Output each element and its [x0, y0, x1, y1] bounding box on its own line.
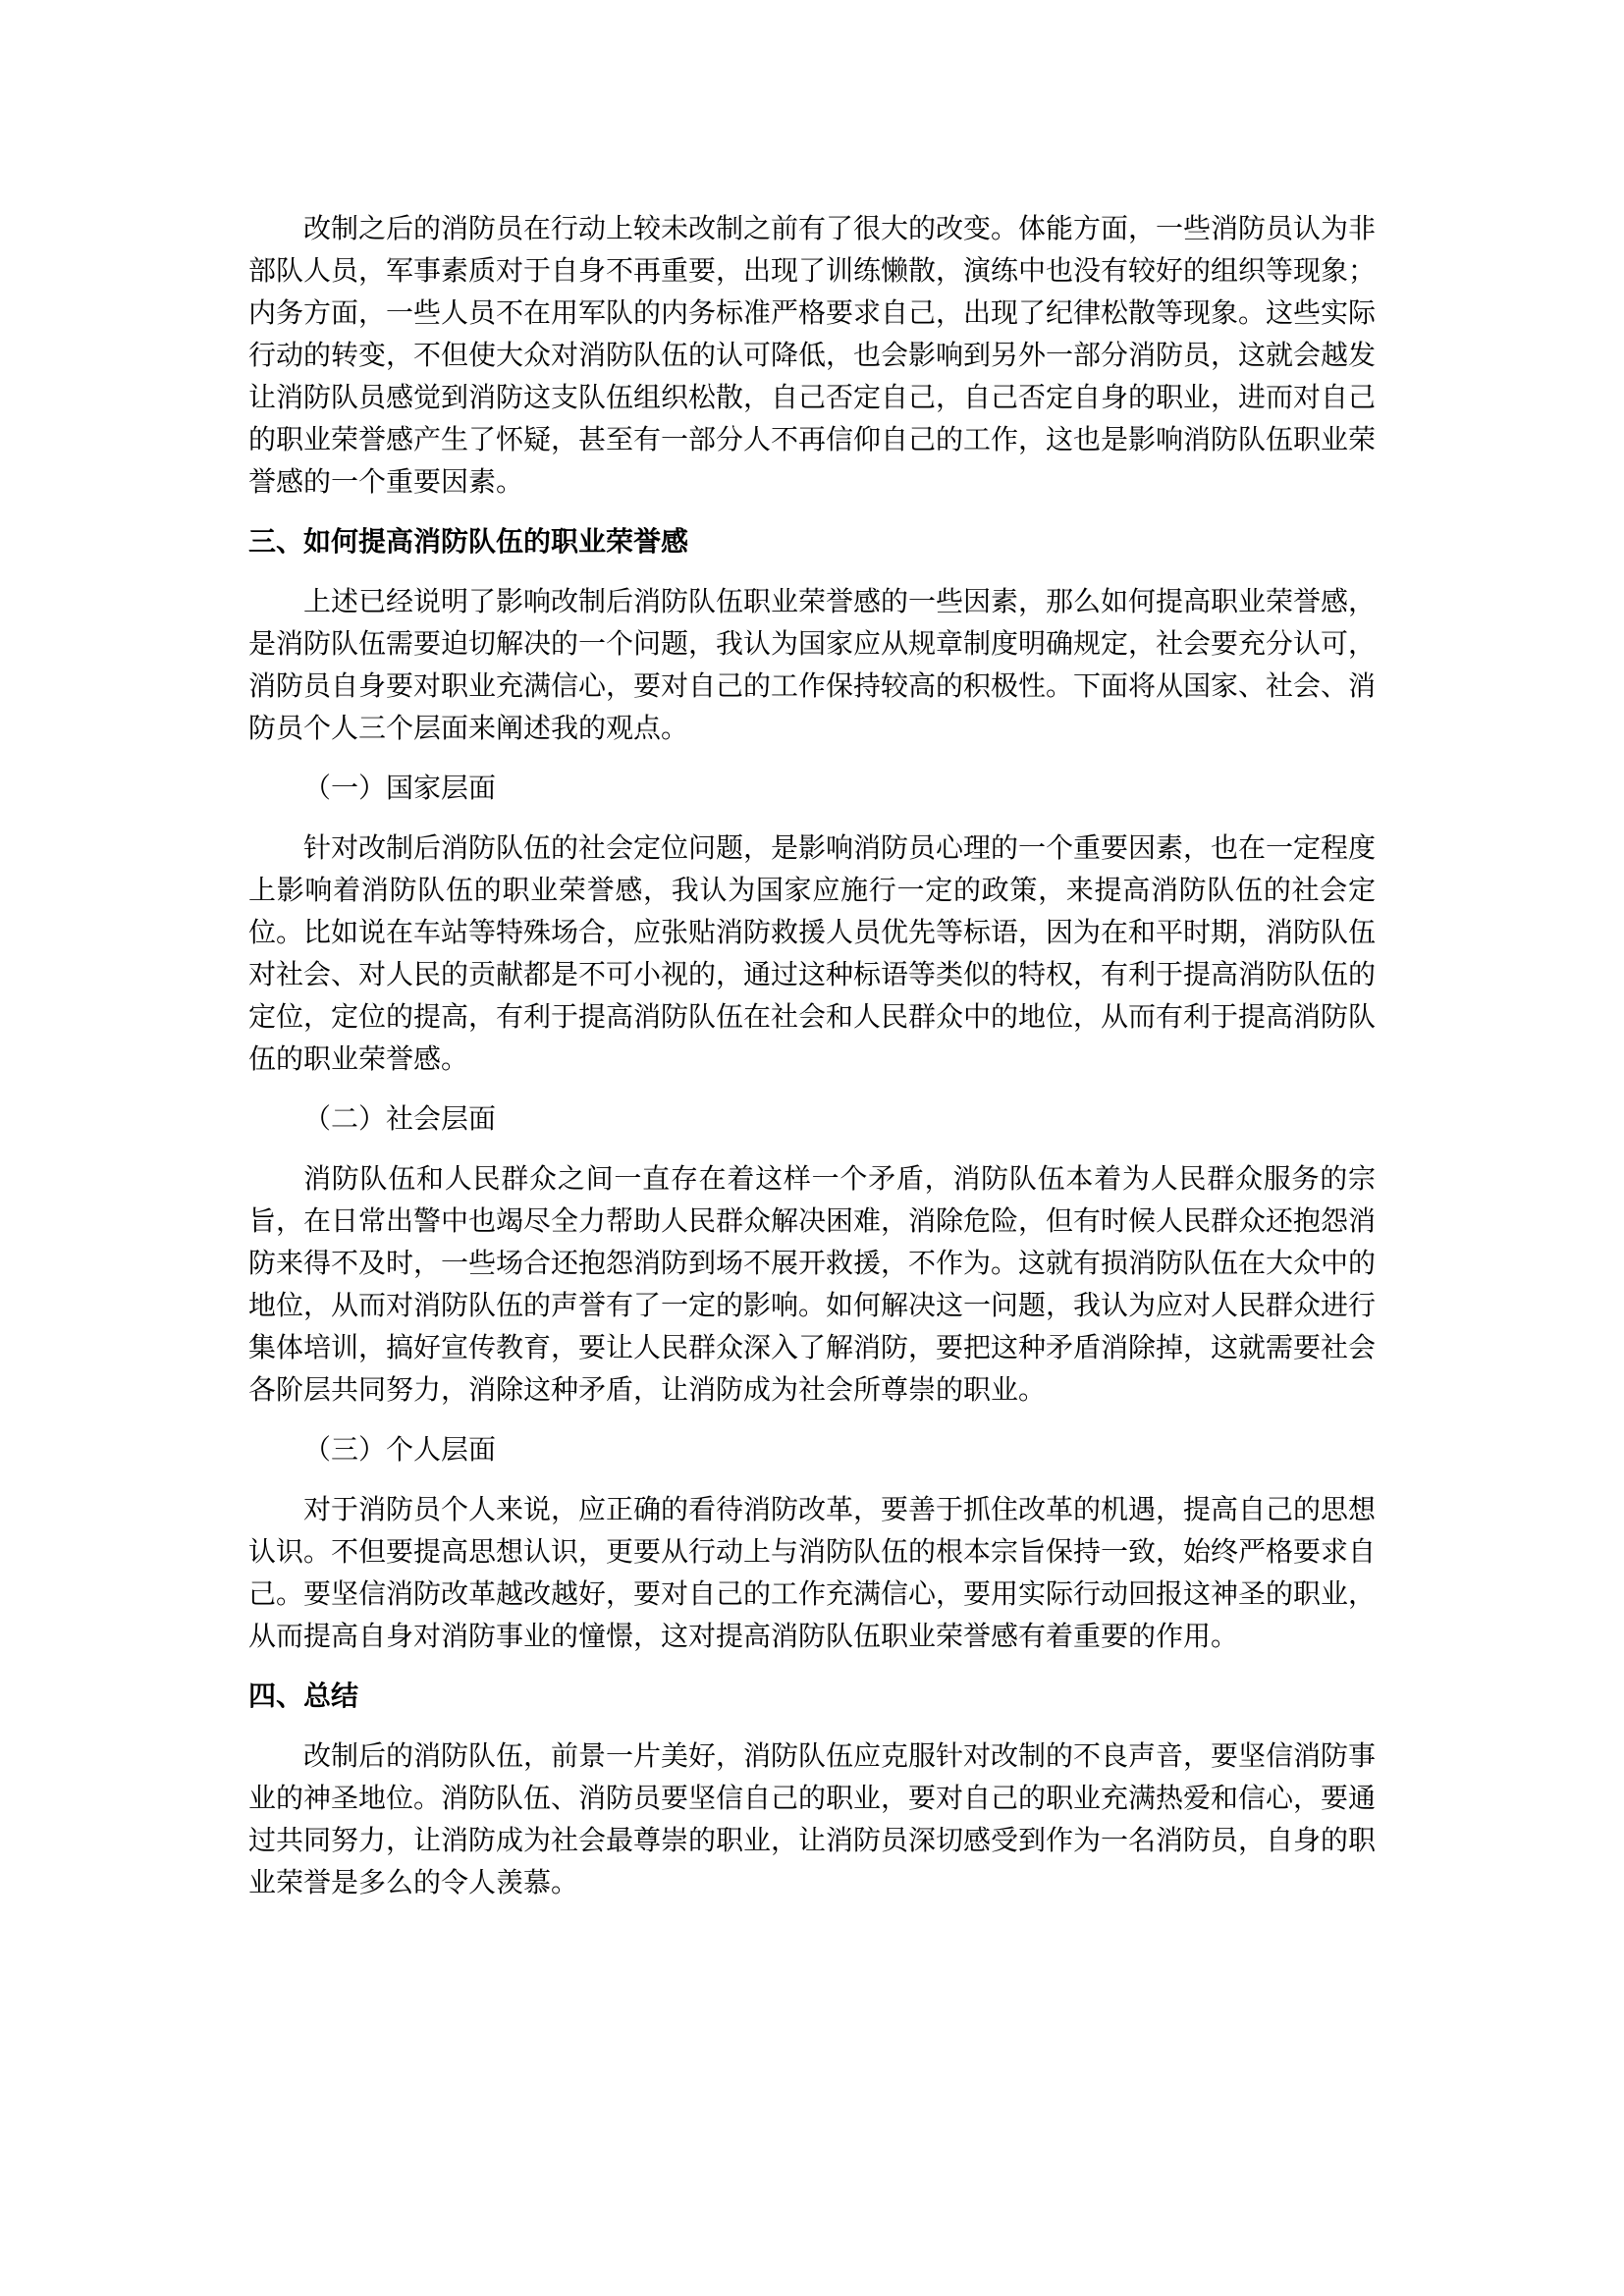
subheading-3-personal-level: （三）个人层面 [303, 1435, 497, 1466]
paragraph-national-level: 针对改制后消防队伍的社会定位问题，是影响消防员心理的一个重要因素，也在一定程度上影响着消防队伍的职业荣誉感，我认为国家应施行一定的政策，来提高消防队伍的社会定位。比如说在车站等特殊场合，应张贴消防救援人员优先等标语，因为在和平时期，消防队伍对社会、对人民的贡献都是不可小视的，通过这种标语等类似的特权，有利于提高消防队伍的定位，定位的提高，有利于提高消防队伍在社会和人民群众中的地位，从而有利于提高消防队伍的职业荣誉感。 [248, 833, 1377, 1075]
section-heading-4-summary: 四、总结 [248, 1682, 359, 1712]
paragraph-reform-behavior-change: 改制之后的消防员在行动上较未改制之前有了很大的改变。体能方面，一些消防员认为非部队人员，军事素质对于自身不再重要，出现了训练懒散，演练中也没有较好的组织等现象；内务方面，一些人员不在用军队的内务标准严格要求自己，出现了纪律松散等现象。这些实际行动的转变，不但使大众对消防队伍的认可降低，也会影响到另外一部分消防员，这就会越发让消防队员感觉到消防这支队伍组织松散，自己否定自己，自己否定自身的职业，进而对自己的职业荣誉感产生了怀疑，甚至有一部分人不再信仰自己的工作，这也是影响消防队伍职业荣誉感的一个重要因素。 [248, 214, 1377, 498]
paragraph-social-level: 消防队伍和人民群众之间一直存在着这样一个矛盾，消防队伍本着为人民群众服务的宗旨，在日常出警中也竭尽全力帮助人民群众解决困难，消除危险，但有时候人民群众还抱怨消防来得不及时，一些场合还抱怨消防到场不展开救援，不作为。这就有损消防队伍在大众中的地位，从而对消防队伍的声誉有了一定的影响。如何解决这一问题，我认为应对人民群众进行集体培训，搞好宣传教育，要让人民群众深入了解消防，要把这种矛盾消除掉，这就需要社会各阶层共同努力，消除这种矛盾，让消防成为社会所尊崇的职业。 [248, 1164, 1377, 1406]
paragraph-personal-level: 对于消防员个人来说，应正确的看待消防改革，要善于抓住改革的机遇，提高自己的思想认识。不但要提高思想认识，更要从行动上与消防队伍的根本宗旨保持一致，始终严格要求自己。要坚信消防改革越改越好，要对自己的工作充满信心，要用实际行动回报这神圣的职业，从而提高自身对消防事业的憧憬，这对提高消防队伍职业荣誉感有着重要的作用。 [248, 1495, 1377, 1652]
paragraph-summary: 改制后的消防队伍，前景一片美好，消防队伍应克服针对改制的不良声音，要坚信消防事业的神圣地位。消防队伍、消防员要坚信自己的职业，要对自己的职业充满热爱和信心，要通过共同努力，让消防成为社会最尊崇的职业，让消防员深切感受到作为一名消防员，自身的职业荣誉是多么的令人羡慕。 [248, 1741, 1377, 1898]
section-heading-3-how-to-improve-honor: 三、如何提高消防队伍的职业荣誉感 [248, 527, 689, 558]
subheading-2-social-level: （二）社会层面 [303, 1104, 497, 1135]
subheading-1-national-level: （一）国家层面 [303, 774, 497, 804]
paragraph-improve-honor-overview: 上述已经说明了影响改制后消防队伍职业荣誉感的一些因素，那么如何提高职业荣誉感，是消防队伍需要迫切解决的一个问题，我认为国家应从规章制度明确规定，社会要充分认可，消防员自身要对职业充满信心，要对自己的工作保持较高的积极性。下面将从国家、社会、消防员个人三个层面来阐述我的观点。 [248, 587, 1377, 744]
